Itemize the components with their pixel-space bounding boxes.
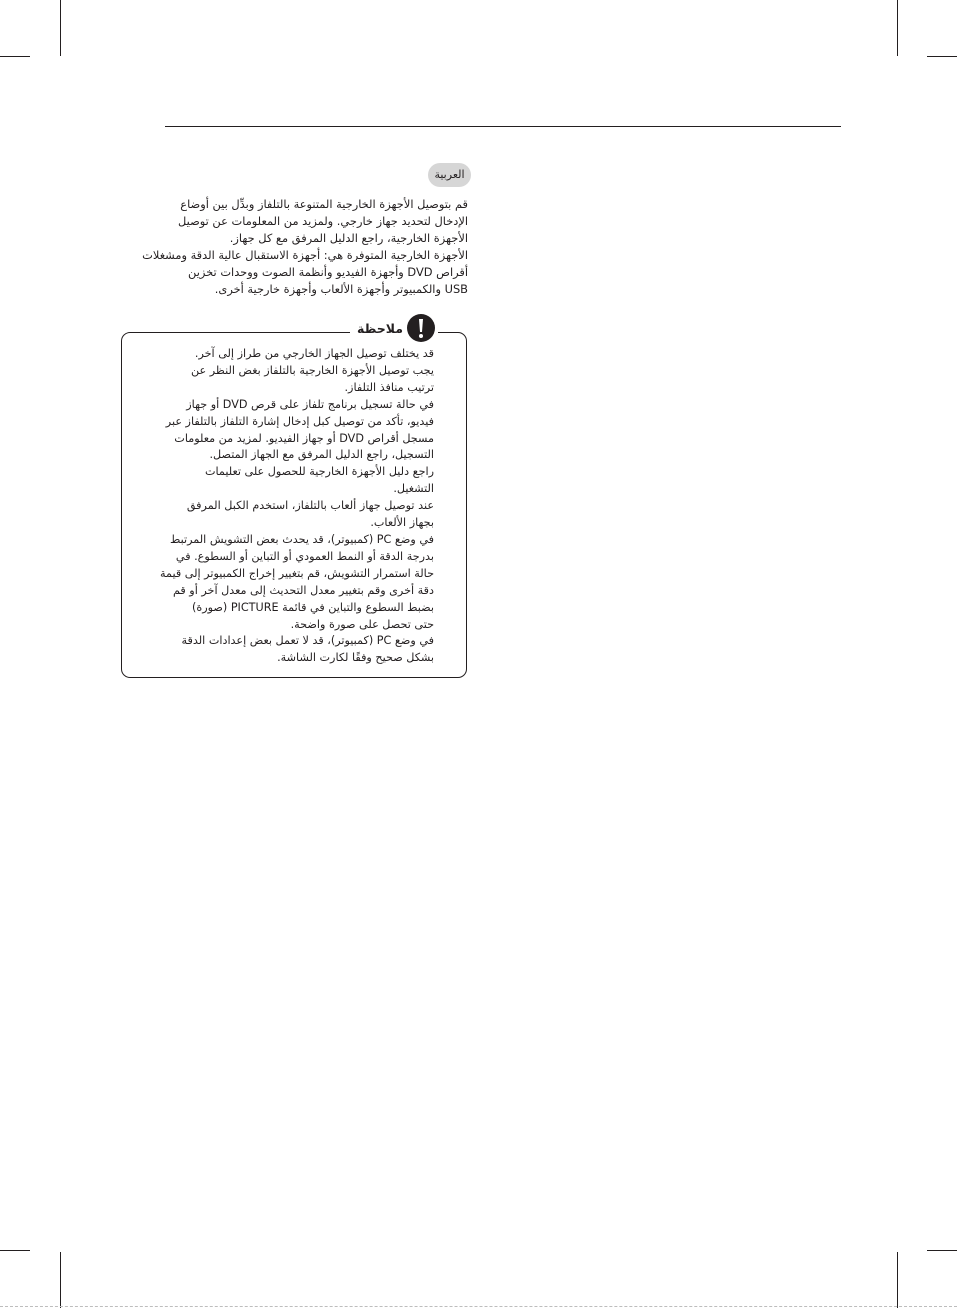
crop-mark-top-left-h	[0, 56, 30, 57]
crop-mark-bottom-left-h	[0, 1250, 30, 1251]
note-header	[350, 313, 438, 343]
note-line: التشغيل.	[393, 482, 434, 496]
crop-mark-bottom-right-h	[927, 1250, 957, 1251]
note-line: فيديو، تأكد من توصيل كبل إدخال إشارة التلفاز بالتلفاز عبر	[165, 414, 434, 428]
trim-line	[0, 1306, 957, 1307]
intro-line: الأجهزة الخارجية المتوفرة هي: أجهزة الاستقبال عالية الدقة ومشغلات	[142, 248, 468, 262]
intro-line: الأجهزة الخارجية، راجع الدليل المرفق مع كل جهاز.	[229, 231, 468, 245]
language-badge: العربية	[428, 163, 471, 187]
note-line: في حالة تسجيل برنامج تلفاز على قرص DVD أو جهاز	[186, 397, 434, 411]
note-line: حالة استمرار التشويش، قم بتغيير إخراج الكمبيوتر إلى قيمة	[160, 566, 434, 580]
intro-line: الإدخال لتحديد جهاز خارجي. ولمزيد من المعلومات عن توصيل	[178, 214, 468, 228]
note-line: عند توصيل جهاز ألعاب بالتلفاز، استخدم الكبل المرفق	[186, 499, 434, 513]
crop-mark-top-left	[60, 0, 61, 56]
header-rule	[165, 126, 841, 127]
note-line: بشكل صحيح وفقًا لكارت الشاشة.	[277, 651, 434, 665]
note-line: بجهاز الألعاب.	[370, 516, 434, 530]
note-line: ترتيب منافذ التلفاز.	[344, 380, 434, 394]
crop-mark-top-right	[897, 0, 898, 56]
note-line: في وضع PC (كمبيوتر)، قد لا تعمل بعض إعدادات الدقة	[181, 634, 434, 648]
note-line: يجب توصيل الأجهزة الخارجية بالتلفاز بغض النظر عن	[190, 363, 434, 377]
note-line: بدرجة الدقة أو النمط العمودي أو التباين أو السطوع. في	[175, 549, 434, 563]
note-line: بضبط السطوع والتباين في قائمة PICTURE (صورة)	[191, 600, 434, 614]
exclamation-icon	[407, 314, 435, 342]
intro-line: قم بتوصيل الأجهزة الخارجية المتنوعة بالتلفاز وبدِّل بين أوضاع	[180, 197, 468, 211]
note-line: حتى تحصل على صورة واضحة.	[290, 617, 434, 631]
note-line: راجع دليل الأجهزة الخارجية للحصول على تعليمات	[204, 465, 434, 479]
note-line: قد يختلف توصيل الجهاز الخارجي من طراز إلى آخر.	[194, 347, 434, 360]
crop-mark-top-right-h	[927, 56, 957, 57]
note-line: التسجيل، راجع الدليل المرفق مع الجهاز المتصل.	[209, 448, 434, 462]
intro-line: USB والكمبيوتر وأجهزة الألعاب وأجهزة خارجية أخرى.	[214, 282, 468, 296]
note-line: في وضع PC (كمبيوتر)، قد يحدث بعض التشويش المرتبط	[170, 532, 434, 546]
note-line: دقة أخرى وقم بتغيير معدل التحديث إلى معدل آخر أو قم	[172, 583, 434, 597]
note-line: مسجل أقراص DVD أو جهاز الفيديو. لمزيد من معلومات	[174, 431, 434, 445]
intro-paragraph	[142, 196, 468, 298]
intro-line: أقراص DVD وأجهزة الفيديو وأنظمة الصوت ووحدات تخزين	[188, 265, 468, 279]
crop-mark-bottom-left	[60, 1252, 61, 1308]
note-title: ملاحظة	[357, 320, 403, 336]
crop-mark-bottom-right	[897, 1252, 898, 1308]
note-list	[128, 346, 434, 667]
